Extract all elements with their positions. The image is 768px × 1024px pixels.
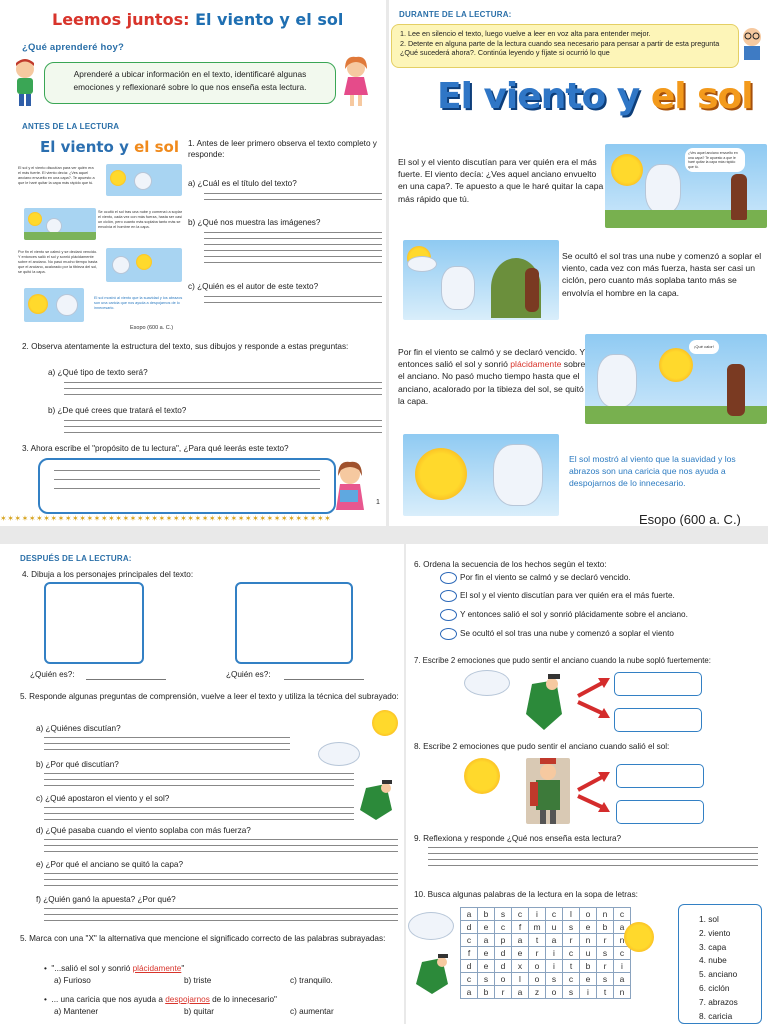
- question-10: 10. Busca algunas palabras de la lectura en la sopa de letras:: [414, 890, 638, 899]
- question-5: 5. Responde algunas preguntas de comprensión, vuelve a leer el texto y utiliza la técnica del subrayado:: [20, 692, 399, 701]
- answer-lines-5c[interactable]: [44, 807, 354, 825]
- thumb-paragraph-2: Se ocultó el sol tras una nube y comenzó a soplar el viento, cada vez con más fuerza, hasta ser casi un ciclón, pero cuanto más soplaba tanto más se envolvía el hombre en la capa.: [98, 210, 183, 229]
- grid-row: [461, 908, 631, 921]
- grid-cell[interactable]: d: [461, 960, 478, 973]
- question-1b: b) ¿Qué nos muestra las imágenes?: [188, 218, 321, 227]
- para3-highlight: plácidamente: [510, 359, 562, 370]
- title-prefix: Leemos juntos:: [52, 10, 190, 29]
- para3-end: sobre el anciano. No pasó mucho tiempo hasta que el anciano, acalorado por la tibieza del sol, se quitó la capa.: [398, 359, 586, 406]
- grid-cell[interactable]: s: [563, 921, 580, 934]
- story-paragraph-3: [398, 346, 590, 407]
- grid-cell[interactable]: s: [478, 973, 495, 986]
- question-1a: a) ¿Cuál es el título del texto?: [188, 179, 297, 188]
- word-list-item: 1. sol: [699, 914, 719, 924]
- grid-cell[interactable]: e: [478, 947, 495, 960]
- answer-lines-2b[interactable]: [64, 420, 382, 438]
- word-search-grid[interactable]: [460, 907, 631, 999]
- grid-cell[interactable]: o: [546, 986, 563, 999]
- speech-bubble-2: ¡Qué calor!: [689, 340, 719, 354]
- word-list-item: 3. capa: [699, 941, 727, 952]
- thumb-author: Esopo (600 a. C.): [130, 325, 174, 331]
- emotion-box-8b[interactable]: [616, 800, 704, 824]
- answer-lines-5b[interactable]: [44, 773, 354, 791]
- grid-cell[interactable]: o: [529, 973, 546, 986]
- grid-cell[interactable]: u: [546, 921, 563, 934]
- grid-cell[interactable]: n: [580, 934, 597, 947]
- arrows-icon-2: [576, 770, 612, 814]
- question-4: 4. Dibuja a los personajes principales del texto:: [22, 570, 194, 579]
- grid-cell[interactable]: i: [546, 960, 563, 973]
- grid-cell[interactable]: n: [614, 934, 631, 947]
- grid-cell[interactable]: e: [512, 947, 529, 960]
- grid-cell[interactable]: m: [529, 921, 546, 934]
- worksheet-page-2: [389, 0, 768, 526]
- grid-cell[interactable]: l: [512, 973, 529, 986]
- grid-row: [461, 921, 631, 934]
- thumbnail-title: [40, 138, 179, 156]
- grid-cell[interactable]: c: [563, 947, 580, 960]
- question-7: 7. Escribe 2 emociones que pudo sentir el anciano cuando la nube sopló fuertemente:: [414, 656, 711, 665]
- sequence-item-4[interactable]: [440, 628, 674, 640]
- grid-row: [461, 934, 631, 947]
- who-label-1: ¿Quién es?:: [30, 670, 75, 679]
- purpose-answer-box[interactable]: [38, 458, 336, 514]
- grid-cell[interactable]: c: [512, 908, 529, 921]
- story-image-2: [403, 240, 559, 320]
- grid-cell[interactable]: l: [563, 908, 580, 921]
- grid-cell[interactable]: t: [597, 986, 614, 999]
- word-list-item: 8. caricia: [699, 1010, 733, 1021]
- wind-cloud-icon-2: [464, 670, 510, 696]
- learn-question: ¿Qué aprenderé hoy?: [22, 42, 124, 53]
- story-paragraph-4: El sol mostró al viento que la suavidad y los abrazos son una caricia que nos ayuda a despojarnos de lo innecesario.: [569, 454, 736, 489]
- word-list-item: 2. viento: [699, 927, 731, 938]
- thumb-paragraph-3: Por fin el viento se calmó y se declaró vencido. Y entonces salió el sol y sonrió plácidamente sobre el anciano. No pasó mucho tiempo hasta que el anciano, acalorado por la tibieza del sol, se quitó la capa.: [18, 250, 98, 274]
- thumb-image-2: [24, 208, 96, 240]
- story-big-title: [437, 76, 753, 117]
- answer-lines-5a[interactable]: [44, 737, 290, 755]
- sequence-item-3[interactable]: [440, 609, 688, 621]
- order-circle-4[interactable]: [440, 628, 457, 640]
- grid-cell[interactable]: i: [546, 947, 563, 960]
- word-list-item: 4. nube: [699, 955, 727, 966]
- who-answer-2[interactable]: [284, 679, 364, 680]
- section-before-reading: ANTES DE LA LECTURA: [22, 122, 120, 131]
- grid-cell[interactable]: x: [512, 960, 529, 973]
- vocab-1-option-c[interactable]: c) tranquilo.: [290, 976, 333, 985]
- answer-lines-5d[interactable]: [44, 839, 398, 857]
- order-circle-3[interactable]: [440, 609, 457, 621]
- instruction-1: 1. Lee en silencio el texto, luego vuelve a leer en voz alta para entender mejor.: [400, 29, 651, 38]
- vocab-1-option-b[interactable]: b) triste: [184, 976, 212, 985]
- vocab-sentence-2: • ... una caricia que nos ayuda a despojarnos de lo innecesario": [44, 995, 277, 1004]
- thumb-image-1: [106, 164, 182, 196]
- story-paragraph-1: El sol y el viento discutían para ver quién era el más fuerte. El viento decía: ¿Ves aquel anciano envuelto en una capa?. Te apuesto a que le haré quitar la capa más rápido que tú.: [398, 157, 604, 204]
- question-5d: d) ¿Qué pasaba cuando el viento soplaba con más fuerza?: [36, 826, 251, 835]
- grid-cell[interactable]: i: [529, 908, 546, 921]
- grid-cell[interactable]: a: [478, 934, 495, 947]
- answer-lines-1a[interactable]: [204, 193, 382, 205]
- sequence-item-1[interactable]: [440, 572, 631, 584]
- word-list-item: 6. ciclón: [699, 982, 730, 993]
- thumb-image-4: [24, 288, 84, 322]
- who-answer-1[interactable]: [86, 679, 166, 680]
- learning-goal-text: Aprenderé a ubicar información en el texto, identificaré algunas emociones y reflexionaré sobre lo que nos enseña esta lectura.: [73, 69, 307, 92]
- answer-lines-5f[interactable]: [44, 908, 398, 926]
- grid-cell[interactable]: b: [478, 986, 495, 999]
- question-2b: b) ¿De qué crees que tratará el texto?: [48, 406, 187, 415]
- reading-instructions-box: [391, 24, 739, 68]
- grid-cell[interactable]: s: [597, 947, 614, 960]
- grid-cell[interactable]: c: [461, 973, 478, 986]
- grid-cell[interactable]: p: [495, 934, 512, 947]
- grid-cell[interactable]: t: [563, 960, 580, 973]
- answer-lines-2a[interactable]: [64, 382, 382, 400]
- order-circle-1[interactable]: [440, 572, 457, 584]
- page-title: [52, 10, 343, 29]
- grid-cell[interactable]: r: [563, 934, 580, 947]
- word-list-item: 5. anciano: [699, 969, 738, 980]
- boy-illustration: [10, 57, 40, 107]
- seq-text-2: El sol y el viento discutían para ver quién era el más fuerte.: [460, 591, 675, 601]
- page-number: 1: [376, 499, 380, 506]
- grid-cell[interactable]: s: [495, 908, 512, 921]
- who-label-2: ¿Quién es?:: [226, 670, 271, 679]
- grid-cell[interactable]: t: [529, 934, 546, 947]
- grid-cell[interactable]: i: [614, 960, 631, 973]
- grid-cell[interactable]: u: [580, 947, 597, 960]
- vocab-2-end: de lo innecesario": [209, 995, 277, 1004]
- seq-text-3: Y entonces salió el sol y sonrió plácidamente sobre el anciano.: [460, 610, 688, 620]
- thumb-paragraph-4: El sol mostró al viento que la suavidad y los abrazos son una caricia que nos ayuda a despojarnos de lo innecesario.: [94, 296, 183, 310]
- section-after-reading: DESPUÉS DE LA LECTURA:: [20, 554, 132, 563]
- answer-lines-5e[interactable]: [44, 873, 398, 891]
- worksheet-page-4: [406, 544, 768, 1024]
- grid-cell[interactable]: a: [614, 973, 631, 986]
- grid-cell[interactable]: s: [563, 986, 580, 999]
- question-5b: b) ¿Por qué discutían?: [36, 760, 119, 769]
- emotion-box-7a[interactable]: [614, 672, 702, 696]
- thumb-image-3: [106, 248, 182, 282]
- grid-cell[interactable]: r: [529, 947, 546, 960]
- grid-cell[interactable]: c: [546, 908, 563, 921]
- grid-cell[interactable]: a: [546, 934, 563, 947]
- question-5a: a) ¿Quiénes discutían?: [36, 724, 121, 733]
- grid-row: [461, 973, 631, 986]
- section-during-reading: DURANTE DE LA LECTURA:: [399, 10, 512, 19]
- grid-cell[interactable]: d: [495, 947, 512, 960]
- grid-cell[interactable]: o: [495, 973, 512, 986]
- grid-cell[interactable]: c: [461, 934, 478, 947]
- grid-cell[interactable]: n: [614, 986, 631, 999]
- learning-goal-box: [44, 62, 336, 104]
- seq-text-1: Por fin el viento se calmó y se declaró vencido.: [460, 573, 631, 583]
- grid-cell[interactable]: b: [478, 908, 495, 921]
- question-2: 2. Observa atentamente la estructura del texto, sus dibujos y responde a estas preguntas:: [22, 342, 349, 351]
- wind-cloud-icon-3: [408, 912, 454, 940]
- question-2a: a) ¿Qué tipo de texto será?: [48, 368, 148, 377]
- emotion-box-7b[interactable]: [614, 708, 702, 732]
- emotion-box-8a[interactable]: [616, 764, 704, 788]
- old-man-sun-icon: [526, 758, 570, 824]
- story-image-3: [585, 334, 767, 424]
- wind-cloud-icon: [318, 742, 360, 766]
- grid-cell[interactable]: d: [495, 960, 512, 973]
- big-title-b: el sol: [650, 76, 753, 117]
- grid-cell[interactable]: b: [597, 921, 614, 934]
- decorative-star-border: ✶✶✶✶✶✶✶✶✶✶✶✶✶✶✶✶✶✶✶✶✶✶✶✶✶✶✶✶✶✶✶✶✶✶✶✶✶✶✶✶✶✶✶✶✶✶: [0, 514, 332, 522]
- grid-cell[interactable]: e: [478, 921, 495, 934]
- sun-icon-2: [464, 758, 500, 794]
- grid-cell[interactable]: d: [461, 921, 478, 934]
- grid-cell[interactable]: r: [495, 986, 512, 999]
- question-1: 1. Antes de leer primero observa el texto completo y responde:: [188, 139, 377, 159]
- order-circle-2[interactable]: [440, 590, 457, 602]
- question-6: 6. Ordena la secuencia de los hechos según el texto:: [414, 560, 607, 569]
- grid-cell[interactable]: e: [478, 960, 495, 973]
- grid-cell[interactable]: f: [461, 947, 478, 960]
- title-story: El viento y el sol: [195, 10, 344, 29]
- grid-cell[interactable]: i: [580, 986, 597, 999]
- arrows-icon: [576, 676, 612, 720]
- old-man-icon: [356, 780, 396, 822]
- speech-bubble-1: ¿Ves aquel anciano envuelto en una capa? Te apuesto a que le haré quitar la capa más rápido que tú.: [685, 148, 745, 172]
- story-paragraph-2: Se ocultó el sol tras una nube y comenzó a soplar el viento, cada vez con más fuerza, hasta ser casi un ciclón, pero cuanto más soplaba tanto más se envolvía el hombre en la capa.: [562, 251, 762, 298]
- question-5e: e) ¿Por qué el anciano se quitó la capa?: [36, 860, 184, 869]
- vocab-1-option-a[interactable]: a) Furioso: [54, 976, 91, 985]
- word-list-item: 7. abrazos: [699, 996, 738, 1007]
- vocab-2-option-a[interactable]: a) Mantener: [54, 1007, 99, 1016]
- grid-cell[interactable]: c: [495, 921, 512, 934]
- grid-cell[interactable]: b: [580, 960, 597, 973]
- grid-row: [461, 947, 631, 960]
- question-8: 8. Escribe 2 emociones que pudo sentir el anciano cuando salió el sol:: [414, 742, 670, 751]
- thumb-title-b: el sol: [134, 138, 180, 156]
- grid-cell[interactable]: e: [580, 973, 597, 986]
- old-man-cape-icon: [524, 674, 564, 734]
- big-title-a: El viento y: [437, 76, 640, 117]
- answer-lines-9[interactable]: [428, 847, 758, 871]
- para3-start: Por fin el viento se calmó y se declaró vencido. Y entonces salió el sol y sonrió: [398, 347, 585, 370]
- grid-cell[interactable]: a: [512, 986, 529, 999]
- grid-cell[interactable]: c: [614, 947, 631, 960]
- grid-row: [461, 986, 631, 999]
- question-3: 3. Ahora escribe el "propósito de tu lectura", ¿Para qué leerás este texto?: [22, 444, 289, 453]
- worksheet-page-1: [0, 0, 386, 526]
- grid-cell[interactable]: a: [461, 908, 478, 921]
- thumb-title-a: El viento y: [40, 138, 129, 156]
- grid-cell[interactable]: a: [461, 986, 478, 999]
- thinking-kid-illustration: [739, 26, 765, 60]
- answer-lines-1b[interactable]: [204, 232, 382, 268]
- vocab-1-end: ": [181, 964, 185, 973]
- grid-row: [461, 960, 631, 973]
- instruction-2: 2. Detente en alguna parte de la lectura cuando sea necesario para pensar a partir de esta pregunta ¿Qué sucederá ahora?. Continúa leyendo y fíjate si ocurrió lo que: [400, 38, 720, 57]
- question-5-vocabulary: 5. Marca con una "X" la alternativa que mencione el significado correcto de las palabras subrayadas:: [20, 934, 386, 943]
- sun-icon: [372, 710, 398, 736]
- word-list-box: [678, 904, 762, 1024]
- question-1c: c) ¿Quién es el autor de este texto?: [188, 282, 319, 291]
- grid-cell[interactable]: f: [512, 921, 529, 934]
- grid-cell[interactable]: z: [529, 986, 546, 999]
- reading-girl-illustration: [332, 460, 368, 516]
- grid-cell[interactable]: a: [614, 921, 631, 934]
- grid-cell[interactable]: a: [512, 934, 529, 947]
- grid-cell[interactable]: s: [546, 973, 563, 986]
- story-image-1: [605, 144, 767, 228]
- story-thumbnail: [18, 136, 188, 336]
- vocab-2-option-c[interactable]: c) aumentar: [290, 1007, 334, 1016]
- vocab-sentence-1: • "...salió el sol y sonrió plácidamente": [44, 964, 185, 973]
- answer-lines-1c[interactable]: [204, 296, 382, 308]
- vocab-2-option-b[interactable]: b) quitar: [184, 1007, 215, 1016]
- grid-cell[interactable]: n: [597, 908, 614, 921]
- vocab-2-start: ... una caricia que nos ayuda a: [51, 995, 166, 1004]
- story-author: Esopo (600 a. C.): [639, 512, 741, 526]
- story-image-4: [403, 434, 559, 516]
- question-9: 9. Reflexiona y responde ¿Qué nos enseña esta lectura?: [414, 834, 622, 843]
- question-5c: c) ¿Qué apostaron el viento y el sol?: [36, 794, 170, 803]
- grid-cell[interactable]: r: [597, 960, 614, 973]
- vocab-2-word: despojarnos: [165, 995, 210, 1004]
- draw-box-2[interactable]: [235, 582, 353, 664]
- draw-box-1[interactable]: [44, 582, 144, 664]
- girl-illustration: [340, 55, 372, 107]
- vocab-1-start: "...salió el sol y sonrió: [51, 964, 133, 973]
- vocab-1-word: plácidamente: [132, 964, 182, 973]
- grid-cell[interactable]: c: [614, 908, 631, 921]
- grid-cell[interactable]: c: [563, 973, 580, 986]
- grid-cell[interactable]: s: [597, 973, 614, 986]
- thumb-paragraph-1: El sol y el viento discutían para ver quién era el más fuerte. El viento decía: ¿Ves aquel anciano envuelto en una capa?. Te apuesto a que le haré quitar la capa más rápido que tú.: [18, 166, 95, 185]
- worksheet-page-3: [0, 544, 404, 1024]
- grid-cell[interactable]: o: [580, 908, 597, 921]
- question-5f: f) ¿Quién ganó la apuesta? ¿Por qué?: [36, 895, 176, 904]
- sun-icon-3: [624, 922, 654, 952]
- old-man-icon-3: [412, 954, 452, 998]
- sequence-item-2[interactable]: [440, 590, 675, 602]
- grid-cell[interactable]: e: [580, 921, 597, 934]
- grid-cell[interactable]: o: [529, 960, 546, 973]
- grid-cell[interactable]: r: [597, 934, 614, 947]
- seq-text-4: Se ocultó el sol tras una nube y comenzó a soplar el viento: [460, 629, 674, 639]
